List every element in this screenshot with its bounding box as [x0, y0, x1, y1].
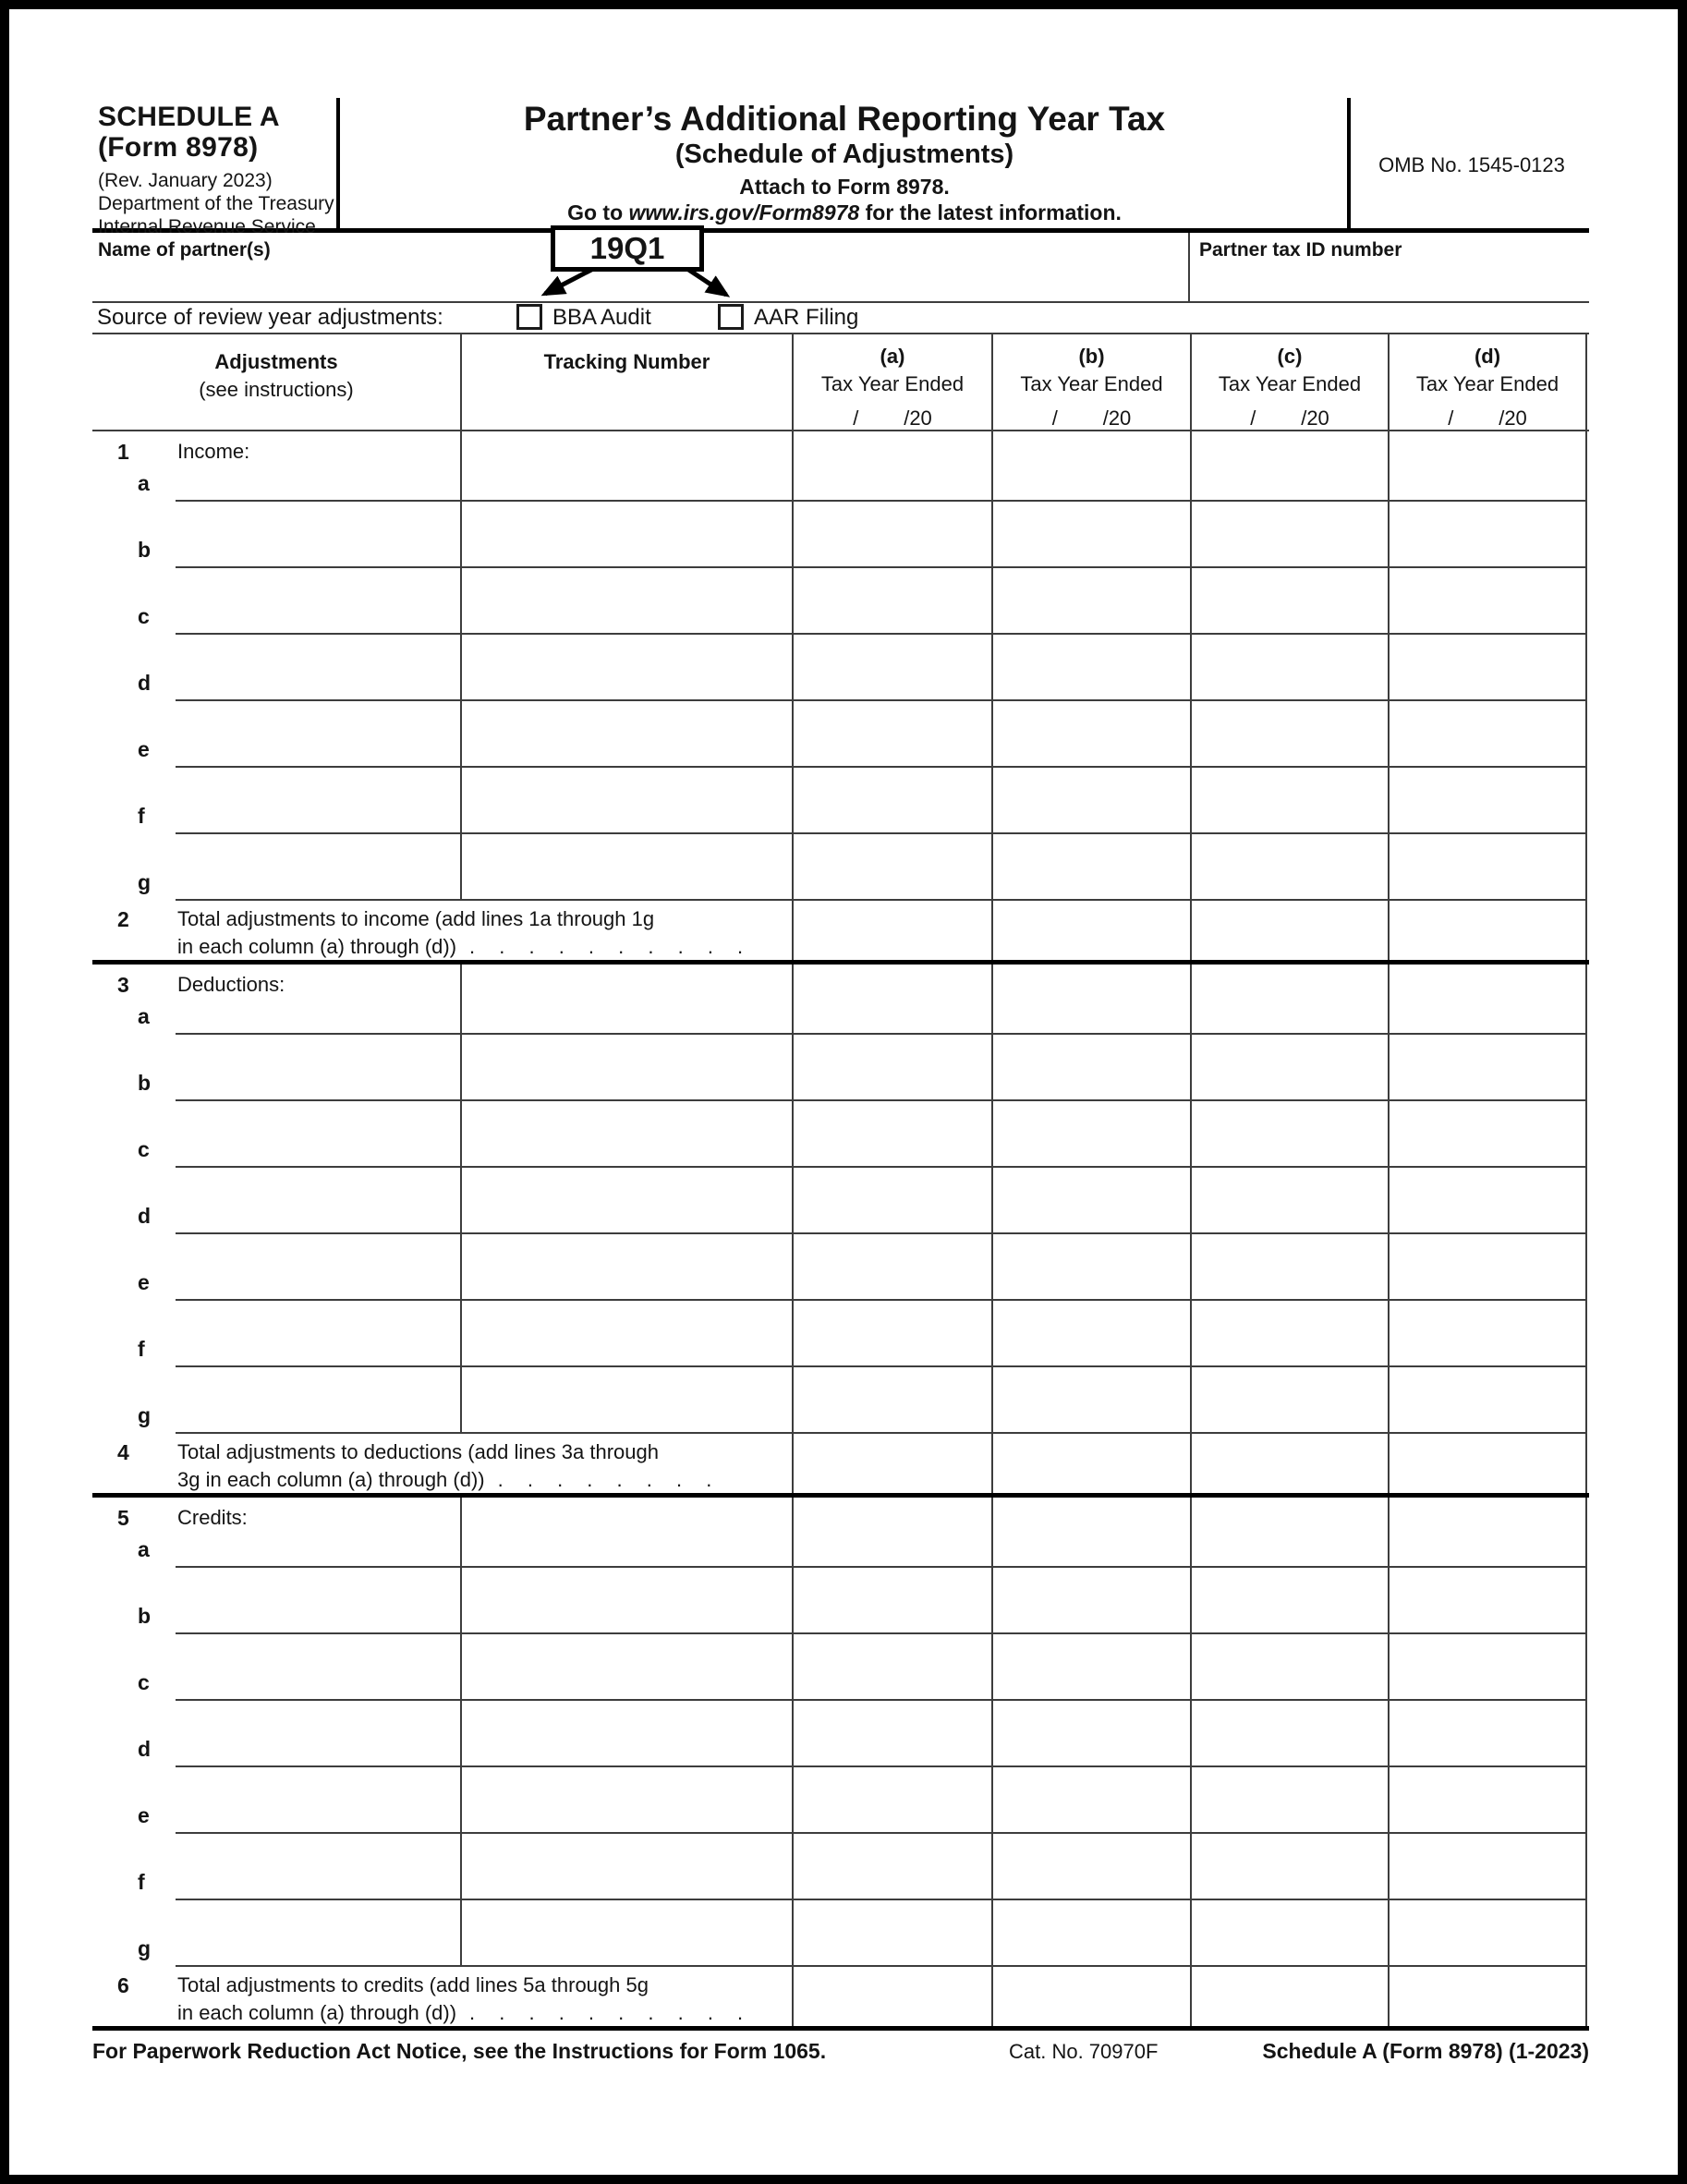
row-letter: g [138, 870, 152, 894]
col-a-cell[interactable] [792, 1301, 991, 1367]
col-a-cell[interactable] [792, 1967, 991, 2026]
col-d-cell[interactable] [1388, 1301, 1587, 1367]
row-letter: c [138, 604, 150, 628]
col-c-cell[interactable] [1190, 635, 1388, 701]
table-row-3g [92, 1367, 1589, 1434]
col-c-letter: (c) [1277, 345, 1303, 368]
col-a-cell[interactable] [792, 1434, 991, 1493]
table-row-1a [92, 431, 1589, 502]
col-d-cell[interactable] [1388, 965, 1587, 1035]
col-b-cell[interactable] [991, 1900, 1190, 1967]
col-d-cell[interactable] [1388, 1900, 1587, 1967]
partner-info-row [92, 233, 1589, 303]
adjustments-cell [92, 768, 460, 834]
table-row-1d [92, 635, 1589, 701]
col-b-cell[interactable] [991, 1967, 1190, 2026]
adjustments-cell [92, 1634, 460, 1701]
col-c-cell[interactable] [1190, 502, 1388, 568]
table-row-3d [92, 1168, 1589, 1234]
tracking-cell[interactable] [460, 1900, 792, 1967]
tracking-cell[interactable] [460, 1701, 792, 1767]
col-a-cell[interactable] [792, 1767, 991, 1834]
col-d-cell[interactable] [1388, 1701, 1587, 1767]
dot-leader: . . . . . . . . . . [469, 935, 744, 958]
col-c-cell[interactable] [1190, 1900, 1388, 1967]
section-credits [92, 1498, 1589, 2031]
col-d-cell[interactable] [1388, 1101, 1587, 1168]
row-letter: a [138, 1537, 150, 1561]
col-d-cell[interactable] [1388, 1767, 1587, 1834]
adjustments-cell [92, 701, 460, 768]
col-d-letter: (d) [1474, 345, 1501, 368]
adjustments-cell [92, 834, 460, 901]
col-b-cell[interactable] [991, 1498, 1190, 1568]
col-d-cell[interactable] [1388, 1634, 1587, 1701]
tracking-cell[interactable] [460, 1101, 792, 1168]
col-c-cell[interactable] [1190, 1101, 1388, 1168]
col-d-cell[interactable] [1388, 1434, 1587, 1493]
table-row-2-total [92, 901, 1589, 965]
table-row-1e [92, 701, 1589, 768]
col-c-cell[interactable] [1190, 1701, 1388, 1767]
form-id-block [98, 102, 334, 238]
col-d-cell[interactable] [1388, 502, 1587, 568]
col-b-cell[interactable] [991, 965, 1190, 1035]
col-d-cell[interactable] [1388, 1367, 1587, 1434]
col-c-cell[interactable] [1190, 1498, 1388, 1568]
row-letter: e [138, 1803, 150, 1827]
col-c-cell[interactable] [1190, 1767, 1388, 1834]
total-row-label [92, 1967, 792, 2026]
omb-number: OMB No. 1545-0123 [1378, 153, 1565, 176]
table-row-5e [92, 1767, 1589, 1834]
adjustments-cell [92, 568, 460, 635]
col-a-cell[interactable] [792, 901, 991, 960]
col-d-header [1388, 334, 1587, 430]
col-b-cell[interactable] [991, 568, 1190, 635]
col-b-cell[interactable] [991, 1701, 1190, 1767]
adjustments-table [92, 333, 1589, 2031]
goto-instruction [344, 200, 1345, 225]
col-b-cell[interactable] [991, 901, 1190, 960]
col-d-cell[interactable] [1388, 834, 1587, 901]
col-c-cell[interactable] [1190, 901, 1388, 960]
table-row-3e [92, 1234, 1589, 1301]
row-letter: a [138, 471, 150, 495]
col-c-cell[interactable] [1190, 701, 1388, 768]
col-a-cell[interactable] [792, 1367, 991, 1434]
paperwork-notice: For Paperwork Reduction Act Notice, see the Instructions for Form 1065. [92, 2039, 827, 2063]
irs-line: Internal Revenue Service [98, 216, 316, 237]
table-row-6-total [92, 1967, 1589, 2031]
section-deductions [92, 965, 1589, 1498]
table-row-1g [92, 834, 1589, 901]
col-d-cell[interactable] [1388, 701, 1587, 768]
bba-audit-label: BBA Audit [552, 305, 651, 330]
table-row-1f [92, 768, 1589, 834]
form-number: (Form 8978) [98, 132, 259, 163]
adjustments-cell [92, 1900, 460, 1967]
col-c-cell[interactable] [1190, 1301, 1388, 1367]
row-letter: g [138, 1936, 152, 1960]
col-a-cell[interactable] [792, 1168, 991, 1234]
col-c-cell[interactable] [1190, 1367, 1388, 1434]
col-d-cell[interactable] [1388, 768, 1587, 834]
header-divider-left [336, 98, 340, 228]
partner-tax-id-label: Partner tax ID number [1199, 239, 1402, 261]
col-d-cell[interactable] [1388, 1568, 1587, 1634]
col-d-cell[interactable] [1388, 1498, 1587, 1568]
col-b-cell[interactable] [991, 1234, 1190, 1301]
col-b-cell[interactable] [991, 701, 1190, 768]
tracking-cell[interactable] [460, 1498, 792, 1568]
source-of-adjustments-label: Source of review year adjustments: [97, 305, 443, 330]
col-c-date-line: / /20 [1250, 406, 1329, 430]
col-a-cell[interactable] [792, 568, 991, 635]
col-d-cell[interactable] [1388, 1967, 1587, 2026]
col-b-cell[interactable] [991, 1301, 1190, 1367]
tracking-cell[interactable] [460, 1634, 792, 1701]
col-a-cell[interactable] [792, 502, 991, 568]
col-a-cell[interactable] [792, 1634, 991, 1701]
adjustments-cell [92, 502, 460, 568]
section-title: Deductions: [177, 973, 285, 996]
col-b-cell[interactable] [991, 431, 1190, 502]
col-b-cell[interactable] [991, 1367, 1190, 1434]
tracking-cell[interactable] [460, 701, 792, 768]
col-c-cell[interactable] [1190, 1967, 1388, 2026]
row-letter: f [138, 1337, 145, 1361]
adjustments-header-title: Adjustments [214, 350, 338, 373]
table-row-3b [92, 1035, 1589, 1101]
col-d-cell[interactable] [1388, 1234, 1587, 1301]
row-letter: f [138, 804, 145, 828]
col-b-cell[interactable] [991, 1634, 1190, 1701]
col-a-cell[interactable] [792, 701, 991, 768]
col-a-cell[interactable] [792, 1234, 991, 1301]
col-d-cell[interactable] [1388, 568, 1587, 635]
tracking-cell[interactable] [460, 568, 792, 635]
table-row-1c [92, 568, 1589, 635]
annotation-arrow-left [545, 269, 593, 294]
col-b-cell[interactable] [991, 834, 1190, 901]
col-a-cell[interactable] [792, 768, 991, 834]
tracking-cell[interactable] [460, 1568, 792, 1634]
total-line-2 [177, 1466, 711, 1494]
col-d-cell[interactable] [1388, 431, 1587, 502]
col-c-cell[interactable] [1190, 1634, 1388, 1701]
tracking-cell[interactable] [460, 502, 792, 568]
tracking-cell[interactable] [460, 965, 792, 1035]
treasury-line: Department of the Treasury [98, 193, 334, 214]
line-number: 3 [117, 973, 129, 997]
tracking-cell[interactable] [460, 1168, 792, 1234]
partner-tax-id-box [1188, 233, 1591, 301]
annotation-19q1-box: 19Q1 [551, 225, 704, 272]
col-b-cell[interactable] [991, 635, 1190, 701]
section-title: Credits: [177, 1506, 248, 1529]
adjustments-cell [92, 1834, 460, 1900]
total-line-1: Total adjustments to credits (add lines 5a through 5g [177, 1973, 649, 1996]
goto-suffix: for the latest information. [859, 200, 1122, 224]
row-letter: b [138, 538, 152, 562]
total-row-label [92, 901, 792, 960]
goto-prefix: Go to [567, 200, 629, 224]
row-letter: d [138, 1737, 152, 1761]
col-a-cell[interactable] [792, 1035, 991, 1101]
col-a-cell[interactable] [792, 965, 991, 1035]
tracking-cell[interactable] [460, 768, 792, 834]
tracking-cell[interactable] [460, 1834, 792, 1900]
name-of-partners-label: Name of partner(s) [98, 239, 271, 261]
col-c-cell[interactable] [1190, 834, 1388, 901]
total-row-text [177, 905, 743, 961]
col-c-cell[interactable] [1190, 1168, 1388, 1234]
col-d-date-line: / /20 [1448, 406, 1527, 430]
table-row-3a [92, 965, 1589, 1035]
line-number: 5 [117, 1506, 129, 1530]
col-a-header [792, 334, 991, 430]
col-b-cell[interactable] [991, 1101, 1190, 1168]
tracking-cell[interactable] [460, 1035, 792, 1101]
table-row-1b [92, 502, 1589, 568]
col-a-cell[interactable] [792, 834, 991, 901]
tracking-cell[interactable] [460, 635, 792, 701]
adjustments-cell [92, 431, 460, 502]
form-subtitle: (Schedule of Adjustments) [674, 140, 1014, 169]
table-row-4-total [92, 1434, 1589, 1498]
form-version: Schedule A (Form 8978) (1-2023) [1262, 2039, 1589, 2063]
line-number: 4 [117, 1440, 129, 1464]
col-d-cell[interactable] [1388, 635, 1587, 701]
line-number: 2 [117, 907, 129, 931]
adjustments-cell [92, 1301, 460, 1367]
col-a-cell[interactable] [792, 1101, 991, 1168]
col-c-cell[interactable] [1190, 568, 1388, 635]
col-d-label: Tax Year Ended [1415, 372, 1560, 395]
section-title: Income: [177, 440, 250, 463]
tracking-cell[interactable] [460, 1234, 792, 1301]
adjustments-header-sub: (see instructions) [199, 378, 354, 401]
tracking-cell[interactable] [460, 1767, 792, 1834]
line-number: 6 [117, 1973, 129, 1997]
row-letter: g [138, 1403, 152, 1427]
attach-instruction: Attach to Form 8978. [739, 175, 950, 199]
total-line-2-text: 3g in each column (a) through (d)) [177, 1468, 485, 1491]
adjustments-cell [92, 1701, 460, 1767]
col-b-cell[interactable] [991, 1434, 1190, 1493]
line-number: 1 [117, 440, 129, 464]
table-row-5d [92, 1701, 1589, 1767]
aar-filing-label: AAR Filing [754, 305, 859, 330]
table-row-5c [92, 1634, 1589, 1701]
col-b-label: Tax Year Ended [1020, 372, 1163, 395]
col-b-cell[interactable] [991, 1568, 1190, 1634]
adjustments-cell [92, 1498, 460, 1568]
col-a-cell[interactable] [792, 1498, 991, 1568]
col-a-cell[interactable] [792, 1701, 991, 1767]
total-line-2-text: in each column (a) through (d)) [177, 2001, 457, 2024]
dot-leader: . . . . . . . . . . [469, 2001, 744, 2024]
tracking-number-column-header [460, 334, 792, 430]
row-letter: c [138, 1670, 150, 1694]
col-b-cell[interactable] [991, 768, 1190, 834]
col-b-cell[interactable] [991, 1767, 1190, 1834]
col-b-date-line: / /20 [1051, 406, 1132, 430]
col-a-label: Tax Year Ended [820, 372, 965, 395]
col-c-cell[interactable] [1190, 1834, 1388, 1900]
col-c-cell[interactable] [1190, 1434, 1388, 1493]
total-line-1: Total adjustments to income (add lines 1a through 1g [177, 907, 655, 930]
adjustments-cell [92, 1168, 460, 1234]
row-letter: b [138, 1604, 152, 1628]
table-row-5a [92, 1498, 1589, 1568]
col-c-header [1190, 334, 1388, 430]
row-letter: b [138, 1071, 152, 1095]
total-row-label [92, 1434, 792, 1493]
table-row-5g [92, 1900, 1589, 1967]
table-row-5f [92, 1834, 1589, 1900]
form-title-block [344, 100, 1345, 225]
table-row-3c [92, 1101, 1589, 1168]
col-d-cell[interactable] [1388, 1035, 1587, 1101]
col-c-cell[interactable] [1190, 965, 1388, 1035]
annotation-arrow-right [687, 269, 726, 295]
tracking-cell[interactable] [460, 1301, 792, 1367]
irs-url: www.irs.gov/Form8978 [628, 200, 860, 224]
adjustments-cell [92, 635, 460, 701]
total-line-1: Total adjustments to deductions (add lines 3a through [177, 1440, 659, 1463]
col-a-letter: (a) [880, 345, 905, 368]
row-letter: f [138, 1870, 145, 1894]
total-line-2 [177, 1999, 743, 2027]
col-a-date-line: / /20 [853, 406, 932, 430]
col-b-cell[interactable] [991, 1834, 1190, 1900]
tracking-cell[interactable] [460, 834, 792, 901]
col-d-cell[interactable] [1388, 901, 1587, 960]
tracking-number-header-title: Tracking Number [543, 350, 710, 373]
row-letter: a [138, 1004, 150, 1028]
adjustments-cell [92, 1767, 460, 1834]
col-c-label: Tax Year Ended [1218, 372, 1362, 395]
annotation-arrows [508, 268, 758, 310]
catalog-number: Cat. No. 70970F [1009, 2040, 1159, 2063]
row-letter: d [138, 671, 152, 695]
tracking-cell[interactable] [460, 431, 792, 502]
col-b-cell[interactable] [991, 1035, 1190, 1101]
col-a-cell[interactable] [792, 1900, 991, 1967]
source-of-adjustments-row [92, 301, 1589, 333]
col-d-cell[interactable] [1388, 1168, 1587, 1234]
tracking-cell[interactable] [460, 1367, 792, 1434]
col-c-cell[interactable] [1190, 768, 1388, 834]
revision-date: (Rev. January 2023) [98, 170, 273, 191]
col-a-cell[interactable] [792, 1568, 991, 1634]
col-b-cell[interactable] [991, 502, 1190, 568]
total-row-text [177, 1438, 711, 1494]
form-header [92, 96, 1589, 237]
header-divider-right [1347, 98, 1351, 228]
col-c-cell[interactable] [1190, 431, 1388, 502]
col-c-cell[interactable] [1190, 1234, 1388, 1301]
table-row-5b [92, 1568, 1589, 1634]
col-a-cell[interactable] [792, 635, 991, 701]
adjustments-cell [92, 1568, 460, 1634]
row-letter: e [138, 737, 150, 761]
adjustments-cell [92, 1234, 460, 1301]
adjustments-cell [92, 1101, 460, 1168]
total-line-2 [177, 933, 743, 961]
adjustments-cell [92, 965, 460, 1035]
dot-leader: . . . . . . . . [497, 1468, 712, 1491]
schedule-name: SCHEDULE A [98, 102, 280, 132]
section-income [92, 431, 1589, 965]
col-b-cell[interactable] [991, 1168, 1190, 1234]
row-letter: d [138, 1204, 152, 1228]
col-b-letter: (b) [1078, 345, 1105, 368]
table-header-row [92, 334, 1589, 431]
row-letter: c [138, 1137, 150, 1161]
col-c-cell[interactable] [1190, 1568, 1388, 1634]
form-title: Partner’s Additional Reporting Year Tax [523, 100, 1166, 138]
partner-tax-id-field[interactable] [1192, 262, 1591, 301]
col-a-cell[interactable] [792, 1834, 991, 1900]
total-row-text [177, 1972, 743, 2027]
col-a-cell[interactable] [792, 431, 991, 502]
table-row-3f [92, 1301, 1589, 1367]
col-b-header [991, 334, 1190, 430]
col-d-cell[interactable] [1388, 1834, 1587, 1900]
total-line-2-text: in each column (a) through (d)) [177, 935, 457, 958]
col-c-cell[interactable] [1190, 1035, 1388, 1101]
adjustments-column-header [92, 334, 460, 430]
adjustments-cell [92, 1367, 460, 1434]
adjustments-cell [92, 1035, 460, 1101]
row-letter: e [138, 1270, 150, 1294]
